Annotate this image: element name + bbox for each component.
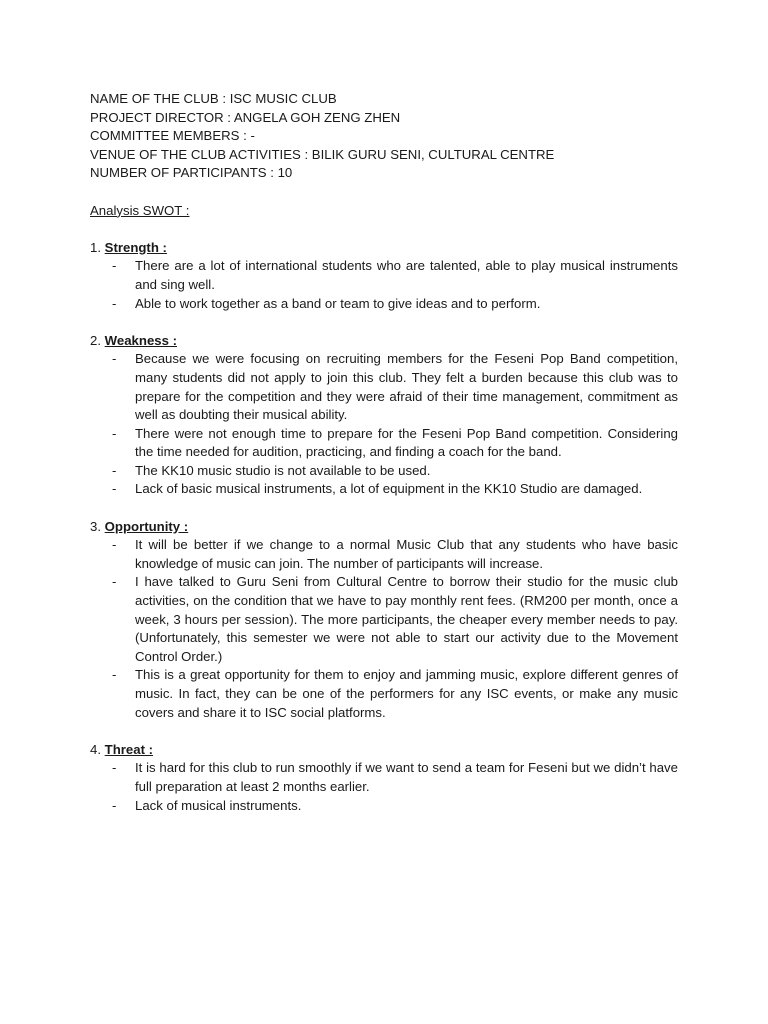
section-number: 1. <box>90 239 101 255</box>
list-item-text: It is hard for this club to run smoothly if we want to send a team for Feseni but we didn’t have full preparation at least 2 months earlier. <box>135 760 678 794</box>
swot-section-opportunity <box>90 518 678 723</box>
list-item <box>90 257 678 294</box>
club-name: NAME OF THE CLUB : ISC MUSIC CLUB <box>90 91 337 106</box>
spacer <box>90 313 678 332</box>
list-item-text: Able to work together as a band or team to give ideas and to perform. <box>135 295 541 311</box>
list-item-text: Because we were focusing on recruiting members for the Feseni Pop Band competition, many students did not apply to join this club. They felt a burden because this club was to prepare for the competition and they were afraid of their time management, commitment as well as doubting their musical ability. <box>135 351 678 423</box>
committee-members: COMMITTEE MEMBERS : - <box>90 128 255 144</box>
spacer <box>90 499 678 518</box>
bullet-dash: - <box>112 425 117 441</box>
bullet-dash: - <box>112 351 117 367</box>
list-item <box>90 666 678 722</box>
participants: NUMBER OF PARTICIPANTS : 10 <box>90 165 293 181</box>
list-item-text: Lack of basic musical instruments, a lot of equipment in the KK10 Studio are damaged. <box>135 481 643 497</box>
document-page <box>90 90 678 815</box>
list-item <box>90 462 678 481</box>
bullet-dash: - <box>112 760 117 776</box>
project-director: PROJECT DIRECTOR : ANGELA GOH ZENG ZHEN <box>90 109 401 125</box>
swot-sections <box>90 220 678 815</box>
list-item <box>90 536 678 573</box>
list-item-text: Lack of musical instruments. <box>135 797 302 813</box>
bullet-dash: - <box>112 295 117 311</box>
list-item <box>90 573 678 666</box>
bullet-dash: - <box>112 258 117 274</box>
spacer <box>90 220 678 239</box>
section-number: 2. <box>90 332 101 348</box>
section-label: Weakness : <box>104 332 177 348</box>
section-number: 3. <box>90 518 101 534</box>
section-heading <box>90 518 678 537</box>
list-item <box>90 797 678 816</box>
list-item-text: The KK10 music studio is not available to be used. <box>135 462 431 478</box>
spacer <box>90 183 678 202</box>
bullet-dash: - <box>112 574 117 590</box>
section-heading <box>90 741 678 760</box>
bullet-dash: - <box>112 537 117 553</box>
bullet-list <box>90 350 678 499</box>
bullet-dash: - <box>112 462 117 478</box>
list-item <box>90 295 678 314</box>
section-label: Opportunity : <box>104 518 189 534</box>
analysis-title: Analysis SWOT : <box>90 202 190 218</box>
list-item-text: There are a lot of international students who are talented, able to play musical instruments and sing well. <box>135 258 678 292</box>
section-number: 4. <box>90 741 101 757</box>
swot-section-strength <box>90 239 678 313</box>
bullet-dash: - <box>112 481 117 497</box>
bullet-list <box>90 536 678 722</box>
list-item <box>90 350 678 424</box>
spacer <box>90 722 678 741</box>
list-item-text: This is a great opportunity for them to enjoy and jamming music, explore different genres of music. In fact, they can be one of the performers for any ISC events, or make any music covers and share it to ISC social platforms. <box>135 667 678 720</box>
swot-section-threat <box>90 741 678 815</box>
swot-section-weakness <box>90 332 678 499</box>
list-item <box>90 480 678 499</box>
club-info <box>90 90 678 183</box>
bullet-list <box>90 257 678 313</box>
list-item-text: There were not enough time to prepare for the Feseni Pop Band competition. Considering the time needed for audition, practicing, and finding a coach for the band. <box>135 425 678 460</box>
bullet-list <box>90 759 678 815</box>
list-item <box>90 759 678 796</box>
section-heading <box>90 239 678 258</box>
list-item-text: I have talked to Guru Seni from Cultural Centre to borrow their studio for the music club activities, on the condition that we have to pay monthly rent fees. (RM200 per month, once a week, 3 hours per session). The more participants, the cheaper every member needs to pay. (Unfortunately, this semester we were not able to start our activity due to the Movement Control Order.) <box>135 574 678 664</box>
section-label: Strength : <box>104 239 167 255</box>
list-item <box>90 425 678 462</box>
section-heading <box>90 332 678 351</box>
bullet-dash: - <box>112 667 117 683</box>
bullet-dash: - <box>112 797 117 813</box>
list-item-text: It will be better if we change to a normal Music Club that any students who have basic knowledge of music can join. The number of participants will increase. <box>135 537 678 571</box>
section-label: Threat : <box>104 741 154 757</box>
venue: VENUE OF THE CLUB ACTIVITIES : BILIK GURU SENI, CULTURAL CENTRE <box>90 146 555 162</box>
